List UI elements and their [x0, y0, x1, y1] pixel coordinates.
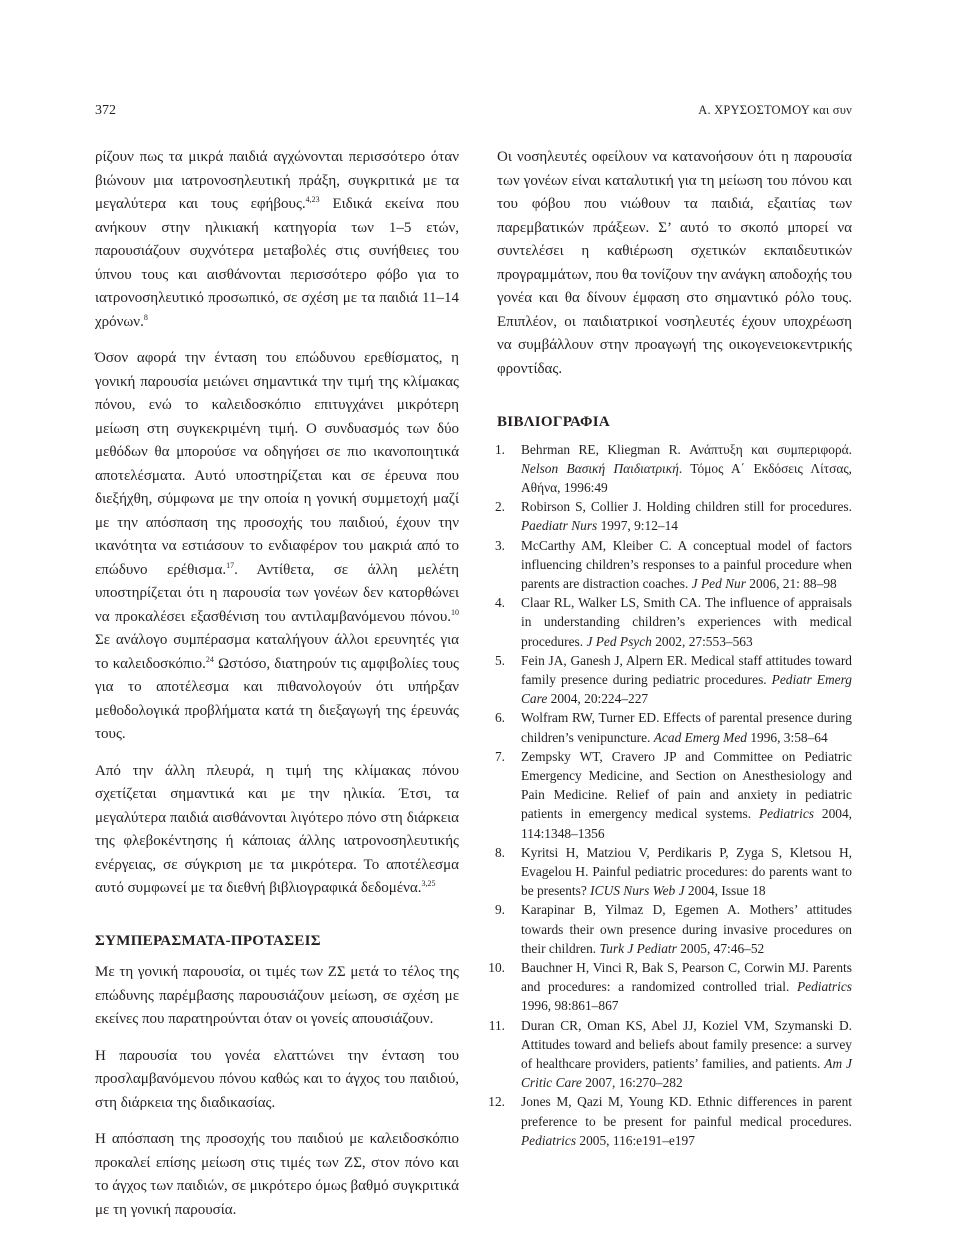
- reference-text: Wolfram RW, Turner ED. Effects of parental presence during children’s venipuncture. Acad Emerg Med 1996, 3:58–64: [521, 710, 852, 745]
- reference-number: 1.: [494, 441, 505, 457]
- reference-number: 6.: [494, 710, 505, 726]
- reference-item: [494, 440, 852, 498]
- right-column: [488, 146, 852, 1150]
- paragraph: Η παρουσία του γονέα ελαττώνει την ένταση του προσλαμβανόμενου πόνου καθώς και το άγχος του παιδιού, στη διάρκεια της διαδικασίας.: [95, 1047, 459, 1111]
- reference-text: McCarthy AM, Kleiber C. A conceptual model of factors influencing children’s responses to a painful procedure when parents are distraction coaches. J Ped Nur 2006, 21: 88–98: [521, 537, 852, 591]
- reference-number: 7.: [494, 748, 505, 764]
- reference-text: Duran CR, Oman KS, Abel JJ, Koziel VM, Szymanski D. Attitudes toward and beliefs about family presence: a survey of healthcare providers, patients’ families, and patients. Am J Critic Care 2007, 16:270–282: [521, 1017, 852, 1091]
- reference-item: [494, 536, 852, 594]
- reference-number: 2.: [494, 499, 505, 515]
- reference-number: 5.: [494, 652, 505, 668]
- reference-number: 12.: [488, 1094, 505, 1110]
- reference-number: 8.: [494, 844, 505, 860]
- reference-text: Behrman RE, Kliegman R. Ανάπτυξη και συμπεριφορά. Nelson Βασική Παιδιατρική. Τόμος Α΄ Εκδόσεις Λίτσας, Αθήνα, 1996:49: [521, 441, 852, 495]
- paragraph: Από την άλλη πλευρά, η τιμή της κλίμακας πόνου σχετίζεται σημαντικά και με την ηλικία. Έτσι, τα μεγαλύτερα παιδιά αισθάνονται λιγότερο πόνο στη διάρκεια της φλεβοκέντησης ή κάποιας άλλης ιατρονοσηλευτικής ενέργειας, σε σύγκριση με τα μικρότερα. Το αποτέλεσμα αυτό συμφωνεί με τα διεθνή βιβλιογραφικά δεδομένα.$^{3,25}$: [95, 762, 459, 896]
- reference-item: [494, 747, 852, 843]
- reference-text: Bauchner H, Vinci R, Bak S, Pearson C, Corwin MJ. Parents and procedures: a randomized controlled trial. Pediatrics 1996, 98:861–867: [521, 959, 852, 1014]
- reference-item: [488, 1016, 852, 1093]
- reference-number: 10.: [488, 959, 505, 975]
- reference-text: Claar RL, Walker LS, Smith CA. The influence of appraisals in understanding children’s experiences with medical procedures. J Ped Psych 2002, 27:553–563: [521, 595, 852, 649]
- reference-item: [488, 958, 852, 1016]
- paragraph: Με τη γονική παρουσία, οι τιμές των ΖΣ μετά το τέλος της επώδυνης παρέμβασης παρουσιάζουν μείωση, σε σχέση με εκείνες που παρατηρούνται όταν οι γονείς απουσιάζουν.: [95, 964, 459, 1027]
- left-column: [95, 146, 459, 1222]
- reference-item: [494, 900, 852, 958]
- page-header: [95, 103, 852, 125]
- reference-text: Zempsky WT, Cravero JP and Committee on Pediatric Emergency Medicine, and Section on Anesthesiology and Pain Medicine. Relief of pain and anxiety in pediatric patients in emergency medical systems. Pediatrics 2004, 114:1348–1356: [521, 748, 852, 841]
- paragraph: Όσον αφορά την ένταση του επώδυνου ερεθίσματος, η γονική παρουσία μειώνει σημαντικά την τιμή της κλίμακας πόνου, ενώ το καλειδοσκόπιο επιτυγχάνει μικρότερη μείωση στη συγκεκριμένη τιμή. Ο συνδυασμός των δύο μεθόδων θα μπορούσε να οδηγήσει σε πιο ικανοποιητικά αποτελέσματα. Αυτό υποστηρίζεται και σε έρευνα που διεξήχθη, σύμφωνα με την οποία η γονική συμμετοχή μαζί με την απόσπαση της προσοχής του παιδιού, έχουν την ικανότητα να εστιάσουν το ενδιαφέρον του μακριά από το επώδυνο ερέθισμα.$^{17}$. Αντίθετα, σε άλλη μελέτη υποστηρίζεται ότι η παρουσία των γονέων δεν κατορθώνει να προκαλέσει εξασθένιση του αντιλαμβανόμενου πόνου.$^{10}$ Σε ανάλογο συμπέρασμα καταλήγουν άλλοι ερευνητές για το καλειδοσκόπιο.$^{24}$ Ωστόσο, διατηρούν τις αμφιβολίες τους για το αποτέλεσμα και πιθανολογούν ότι υπήρξαν μεθοδολογικά προβλήματα κατά τη διεξαγωγή της έρευνάς τους.: [95, 350, 459, 742]
- page-number: 372: [95, 103, 116, 118]
- section-heading: ΣΥΜΠΕΡΑΣΜΑΤΑ-ΠΡΟΤΑΣΕΙΣ: [95, 932, 321, 949]
- reference-text: Robirson S, Collier J. Holding children still for procedures. Paediatr Nurs 1997, 9:12–14: [521, 499, 852, 534]
- reference-number: 9.: [494, 902, 505, 918]
- reference-item: [494, 843, 852, 901]
- reference-text: Karapinar B, Yilmaz D, Egemen A. Mothers’ attitudes towards their own presence during invasive procedures on their children. Turk J Pediatr 2005, 47:46–52: [521, 902, 852, 956]
- reference-number: 4.: [494, 595, 505, 611]
- reference-item: [488, 1092, 852, 1150]
- reference-item: [494, 651, 852, 709]
- reference-item: [494, 497, 852, 535]
- paragraph: ρίζουν πως τα μικρά παιδιά αγχώνονται περισσότερο όταν βιώνουν μια ιατρονοσηλευτική πράξη, συγκριτικά με τα μεγαλύτερα και τους εφήβους.$^{4,23}$ Ειδικά εκείνα που ανήκουν στην ηλικιακή κατηγορία των 1–5 ετών, παρουσιάζουν συχνότερα μεταβολές στις συνήθειες του ύπνου τους και αισθάνονται περισσότερο φόβο για το ιατρονοσηλευτικό προσωπικό, σε σχέση με τα παιδιά 11–14 χρόνων.$^8$: [95, 149, 459, 330]
- running-head: Α. ΧΡΥΣΟΣΤΟΜΟΥ και συν: [698, 103, 852, 117]
- reference-text: Jones M, Qazi M, Young KD. Ethnic differences in parent preference to be present for painful medical procedures. Pediatrics 2005, 116:e191–e197: [521, 1094, 852, 1148]
- paragraph: Οι νοσηλευτές οφείλουν να κατανοήσουν ότι η παρουσία των γονέων είναι καταλυτική για τη μείωση του πόνου και του φόβου που νιώθουν τα παιδιά, εξαιτίας των παρεμβατικών πράξεων. Σ’ αυτό το σκοπό μπορεί να συντελέσει η καθιέρωση σχετικών εκπαιδευτικών προγραμμάτων, που θα τονίζουν την ανάγκη αποδοχής του γονέα και θα δίνουν έμφαση στο σημαντικό ρόλο τους. Επιπλέον, οι παιδιατρικοί νοσηλευτές έχουν υποχρέωση να συμβάλλουν στην προαγωγή της οικογενειοκεντρικής φροντίδας.: [497, 149, 852, 377]
- reference-list: [488, 440, 852, 1151]
- reference-text: Fein JA, Ganesh J, Alpern ER. Medical staff attitudes toward family presence during pediatric procedures. Pediatr Emerg Care 2004, 20:224–227: [521, 652, 852, 707]
- reference-number: 3.: [494, 537, 505, 553]
- reference-item: [494, 708, 852, 746]
- reference-number: 11.: [488, 1017, 505, 1033]
- reference-text: Kyritsi H, Matziou V, Perdikaris P, Zyga S, Kletsou H, Evagelou H. Painful pediatric procedures: do parents want to be presents? ICUS Nurs Web J 2004, Issue 18: [521, 844, 852, 899]
- paragraph: Η απόσπαση της προσοχής του παιδιού με καλειδοσκόπιο προκαλεί επίσης μείωση στις τιμές των ΖΣ, στον πόνο και το άγχος των παιδιών, σε μικρότερο όμως βαθμό συγκριτικά με τη γονική παρουσία.: [95, 1131, 459, 1218]
- section-heading: ΒΙΒΛΙΟΓΡΑΦΙΑ: [497, 414, 611, 430]
- reference-item: [494, 593, 852, 651]
